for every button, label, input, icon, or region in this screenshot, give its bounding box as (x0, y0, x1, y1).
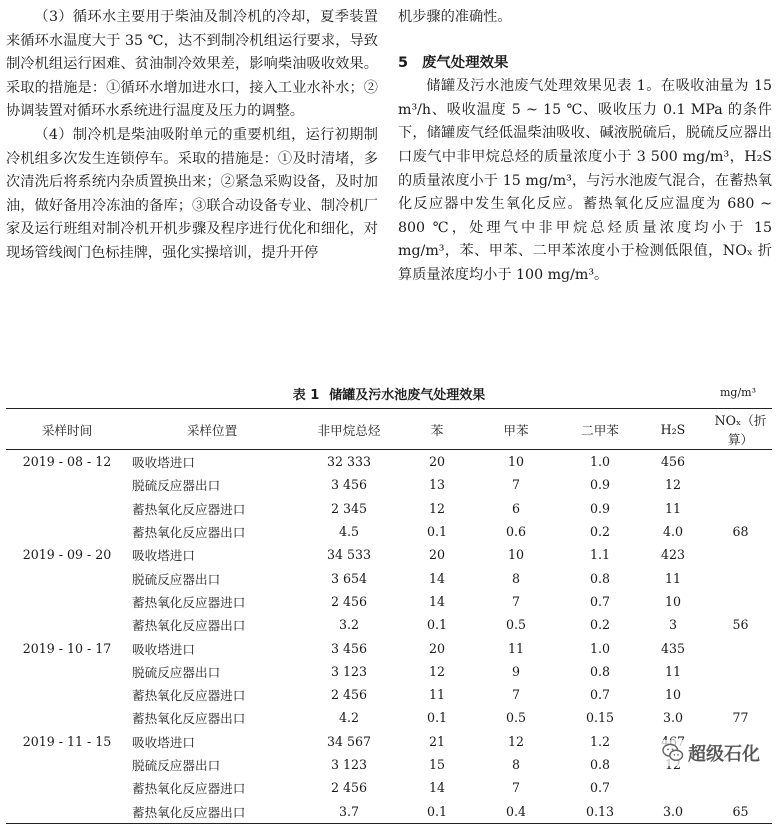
cell-nox (709, 590, 772, 613)
cell-sampling-location: 蓄热氧化反应器进口 (132, 688, 246, 704)
cell-toluene: 0.5 (505, 710, 527, 726)
cell-xylene: 0.8 (589, 663, 611, 679)
cell-nmhc: 2 456 (330, 593, 368, 609)
table-row (6, 636, 772, 659)
table-row (6, 566, 772, 589)
cell-xylene: 0.9 (589, 500, 611, 516)
cell-sampling-time (6, 566, 128, 589)
cell-sampling-time: 2019 - 08 - 12 (22, 454, 112, 470)
cell-nox (709, 566, 772, 589)
cell-toluene: 12 (507, 733, 525, 749)
table-row (6, 543, 772, 566)
cell-benzene: 14 (428, 570, 446, 586)
right-column (398, 6, 772, 288)
cell-toluene: 9 (511, 663, 520, 679)
cell-xylene: 0.15 (585, 710, 615, 726)
table-header-row (6, 409, 772, 450)
table-row (6, 497, 772, 520)
left-column (6, 6, 378, 266)
cell-sampling-time: 2019 - 10 - 17 (22, 640, 112, 656)
cell-nmhc: 3.7 (338, 803, 360, 819)
table-row (6, 590, 772, 613)
cell-benzene: 21 (428, 733, 446, 749)
cell-xylene: 0.8 (589, 757, 611, 772)
table-row (6, 450, 772, 474)
cell-nox (709, 660, 772, 683)
cell-sampling-location: 吸收塔进口 (132, 641, 195, 657)
cell-sampling-location: 蓄热氧化反应器进口 (132, 594, 246, 610)
cell-h2s: 11 (664, 570, 682, 586)
cell-xylene: 0.8 (589, 570, 611, 586)
cell-benzene: 15 (428, 757, 446, 772)
cell-nmhc: 4.2 (338, 710, 360, 726)
cell-xylene: 1.1 (589, 547, 611, 563)
header-xylene: 二甲苯 (581, 422, 619, 438)
cell-toluene: 7 (511, 780, 520, 796)
cell-sampling-time: 2019 - 11 - 15 (22, 733, 112, 749)
table-label: 表 1 (292, 388, 320, 403)
cell-nox (709, 636, 772, 659)
cell-nmhc: 34 533 (326, 547, 372, 563)
cell-benzene: 14 (428, 780, 446, 796)
section-title: 废气处理效果 (422, 54, 509, 71)
cell-sampling-time (6, 497, 128, 520)
cell-h2s (637, 776, 709, 799)
cell-sampling-location: 脱硫反应器出口 (132, 664, 221, 680)
table-row (6, 683, 772, 706)
table-row (6, 613, 772, 636)
table-caption (6, 384, 772, 408)
cell-nmhc: 3 456 (330, 640, 368, 656)
cell-h2s: 423 (660, 547, 686, 563)
table-row (6, 660, 772, 683)
cell-sampling-location: 脱硫反应器出口 (132, 758, 221, 773)
cell-nox: 65 (732, 803, 749, 819)
cell-h2s: 10 (664, 687, 682, 703)
cell-sampling-location: 蓄热氧化反应器出口 (132, 804, 246, 820)
table-row (6, 706, 772, 729)
cell-nmhc: 2 345 (330, 500, 368, 516)
cell-h2s: 12 (664, 477, 682, 493)
cell-benzene: 20 (428, 547, 446, 563)
cell-h2s: 3.0 (662, 710, 684, 726)
cell-xylene: 1.0 (589, 640, 611, 656)
cell-nox (709, 473, 772, 496)
cell-sampling-time (6, 473, 128, 496)
cell-nmhc: 3 123 (330, 663, 368, 679)
cell-nox: 68 (732, 524, 749, 540)
cell-sampling-location: 脱硫反应器出口 (132, 571, 221, 587)
cell-nox (709, 543, 772, 566)
header-h2s: H₂S (660, 421, 686, 437)
table-row (6, 520, 772, 543)
table-row (6, 799, 772, 823)
cell-benzene: 0.1 (426, 524, 448, 540)
cell-nmhc: 32 333 (326, 454, 372, 470)
cell-benzene: 0.1 (426, 710, 448, 726)
cell-nox: 77 (732, 710, 749, 726)
cell-benzene: 13 (428, 477, 446, 493)
cell-toluene: 10 (507, 454, 525, 470)
cell-h2s: 3.0 (662, 803, 684, 819)
paragraph-circulating-water: （3）循环水主要用于柴油及制冷机的冷却，夏季装置来循环水温度大于 35 ℃，达不到制冷机组运行要求，导致制冷机组运行困难、贫油制冷效果差，影响柴油吸收效果。采取的措施是：①循环水增加进水口，接入工业水补水；②协调装置对循环水系统进行温度及压力的调整。 (6, 9, 378, 120)
cell-toluene: 0.4 (505, 803, 527, 819)
cell-nox (709, 776, 772, 799)
cell-benzene: 14 (428, 593, 446, 609)
section-heading (398, 52, 772, 76)
cell-sampling-location: 脱硫反应器出口 (132, 478, 221, 494)
cell-benzene: 20 (428, 454, 446, 470)
cell-nox: 56 (732, 617, 749, 633)
cell-xylene: 0.2 (589, 524, 611, 540)
header-benzene: 苯 (430, 422, 444, 438)
cell-h2s: 3 (668, 617, 677, 633)
cell-xylene: 1.2 (589, 733, 611, 749)
cell-sampling-location: 吸收塔进口 (132, 734, 195, 750)
cell-h2s: 11 (664, 663, 682, 679)
cell-sampling-time (6, 706, 128, 729)
cell-sampling-time (6, 776, 128, 799)
cell-nmhc: 3 654 (330, 570, 368, 586)
cell-sampling-time (6, 799, 128, 823)
cell-toluene: 8 (511, 570, 520, 586)
cell-sampling-location: 蓄热氧化反应器进口 (132, 781, 246, 797)
cell-sampling-location: 吸收塔进口 (132, 548, 195, 564)
cell-toluene: 0.5 (505, 617, 527, 633)
paragraph-treatment-effect: 储罐及污水池废气处理效果见表 1。在吸收油量为 15 m³/h、吸收温度 5 ~ 15 ℃、吸收压力 0.1 MPa 的条件下，储罐废气经低温柴油吸收、碱液脱硫后，脱硫反应器出口废气中非甲烷总烃的质量浓度小于 3 500 mg/m³，H₂S 的质量浓度小于 15 mg/m³，与污水池废气混合，在蓄热氧化反应器中发生氧化反应。蓄热氧化反应温度为 680 ~ 800 ℃，处理气中非甲烷总烃质量浓度均小于 15 mg/m³，苯、甲苯、二甲苯浓度小于检测低限值，NOₓ 折算质量浓度均小于 100 mg/m³。 (398, 78, 772, 283)
cell-benzene: 20 (428, 640, 446, 656)
cell-sampling-time (6, 683, 128, 706)
cell-nmhc: 3 456 (330, 477, 368, 493)
cell-xylene: 0.13 (585, 803, 615, 819)
header-nox: NOₓ（折算） (714, 413, 767, 447)
cell-toluene: 7 (511, 477, 520, 493)
cell-h2s: 11 (664, 500, 682, 516)
paragraph-refrigerator: （4）制冷机是柴油吸附单元的重要机组，运行初期制冷机组多次发生连锁停车。采取的措施是：①及时清堵，多次清洗后将系统内杂质置换出来；②紧急采购设备，及时加油，做好备用冷冻油的备库；③联合动设备专业、制冷机厂家及运行班组对制冷机开机步骤及程序进行优化和细化，对现场管线阀门色标挂牌，强化实操培训，提升开停 (6, 126, 378, 261)
cell-toluene: 8 (511, 757, 520, 772)
cell-toluene: 0.6 (505, 524, 527, 540)
cell-h2s: 435 (660, 640, 686, 656)
cell-nmhc: 3 123 (330, 757, 368, 772)
cell-nox (709, 450, 772, 474)
cell-xylene: 0.9 (589, 477, 611, 493)
cell-benzene: 0.1 (426, 617, 448, 633)
cell-sampling-location: 蓄热氧化反应器出口 (132, 525, 246, 541)
cell-sampling-time (6, 660, 128, 683)
cell-toluene: 11 (507, 640, 525, 656)
cell-sampling-time (6, 520, 128, 543)
cell-sampling-time (6, 753, 128, 776)
watermark (658, 740, 764, 766)
section-number: 5 (398, 54, 409, 71)
cell-sampling-location: 蓄热氧化反应器出口 (132, 618, 246, 634)
cell-sampling-location: 蓄热氧化反应器进口 (132, 501, 246, 517)
cell-sampling-location: 吸收塔进口 (132, 455, 195, 471)
cell-toluene: 10 (507, 547, 525, 563)
table-title: 储罐及污水池废气处理效果 (329, 388, 486, 403)
cell-xylene: 0.7 (589, 593, 611, 609)
cell-xylene: 0.7 (589, 780, 611, 796)
cell-nox (709, 497, 772, 520)
wechat-icon (662, 743, 684, 763)
cell-xylene: 1.0 (589, 454, 611, 470)
header-sampling-time: 采样时间 (41, 422, 93, 438)
cell-xylene: 0.7 (589, 687, 611, 703)
cell-h2s: 4.0 (662, 524, 684, 540)
watermark-text: 超级石化 (688, 744, 760, 765)
cell-xylene: 0.2 (589, 617, 611, 633)
cell-toluene: 7 (511, 593, 520, 609)
cell-nmhc: 3.2 (338, 617, 360, 633)
header-nmhc: 非甲烷总烃 (317, 422, 381, 438)
cell-benzene: 12 (428, 663, 446, 679)
header-sampling-location: 采样位置 (186, 422, 238, 438)
table-unit: mg/m³ (719, 386, 756, 399)
cell-benzene: 11 (428, 687, 446, 703)
cell-nmhc: 4.5 (338, 524, 360, 540)
cell-toluene: 7 (511, 687, 520, 703)
cell-nox (709, 683, 772, 706)
cell-sampling-time (6, 590, 128, 613)
cell-sampling-time: 2019 - 09 - 20 (22, 547, 112, 563)
cell-sampling-location: 蓄热氧化反应器出口 (132, 711, 246, 727)
cell-benzene: 12 (428, 500, 446, 516)
header-toluene: 甲苯 (503, 422, 529, 438)
table-body (6, 450, 772, 824)
table-row (6, 776, 772, 799)
cell-h2s: 456 (660, 454, 686, 470)
cell-sampling-time (6, 613, 128, 636)
cell-nmhc: 34 567 (326, 733, 372, 749)
cell-toluene: 6 (511, 500, 520, 516)
cell-benzene: 0.1 (426, 803, 448, 819)
cell-h2s: 10 (664, 593, 682, 609)
cell-nmhc: 2 456 (330, 687, 368, 703)
table-row (6, 473, 772, 496)
paragraph-continuation: 机步骤的准确性。 (398, 9, 512, 25)
cell-nmhc: 2 456 (330, 780, 368, 796)
